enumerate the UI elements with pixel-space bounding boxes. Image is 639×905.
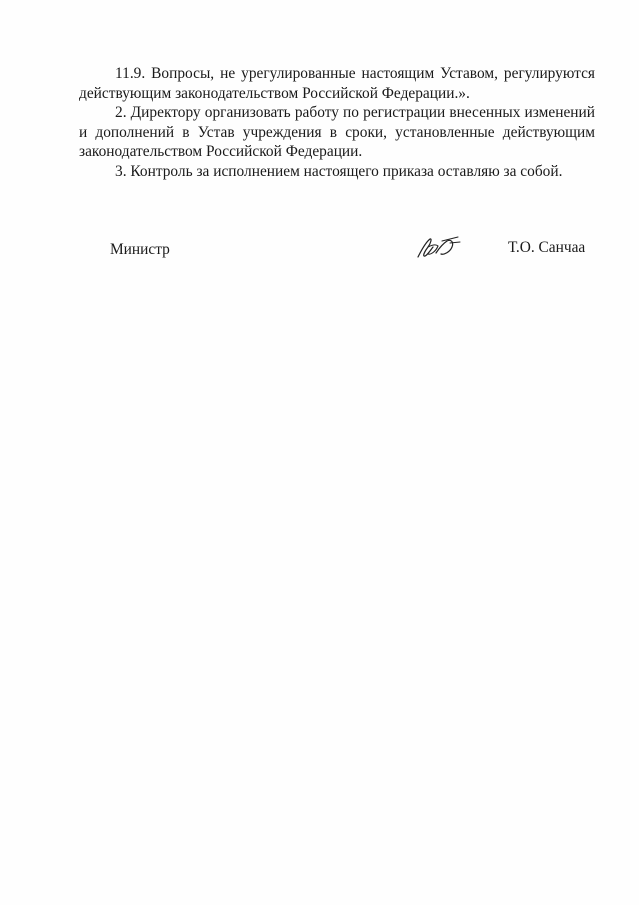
signature-icon <box>414 233 464 261</box>
text-line: 2. Директору организовать работу по регистрации внесенных изменений <box>115 104 595 121</box>
text-line: действующим законодательством Российской Федерации.». <box>79 84 470 102</box>
paragraph-11-9 <box>79 64 595 103</box>
signature-block <box>0 237 639 267</box>
paragraph-2 <box>79 103 595 162</box>
text-line: законодательством Российской Федерации. <box>79 143 363 160</box>
text-line: 11.9. Вопросы, не урегулированные настоящим Уставом, регулируются <box>115 65 595 82</box>
paragraph-3 <box>79 162 595 182</box>
text-line: и дополнений в Устав учреждения в сроки, установленные действующим <box>79 123 595 141</box>
document-body <box>79 64 595 181</box>
signer-name: Т.О. Санчаа <box>508 239 586 256</box>
signer-position: Министр <box>110 241 170 258</box>
text-line: 3. Контроль за исполнением настоящего приказа оставляю за собой. <box>115 162 563 180</box>
